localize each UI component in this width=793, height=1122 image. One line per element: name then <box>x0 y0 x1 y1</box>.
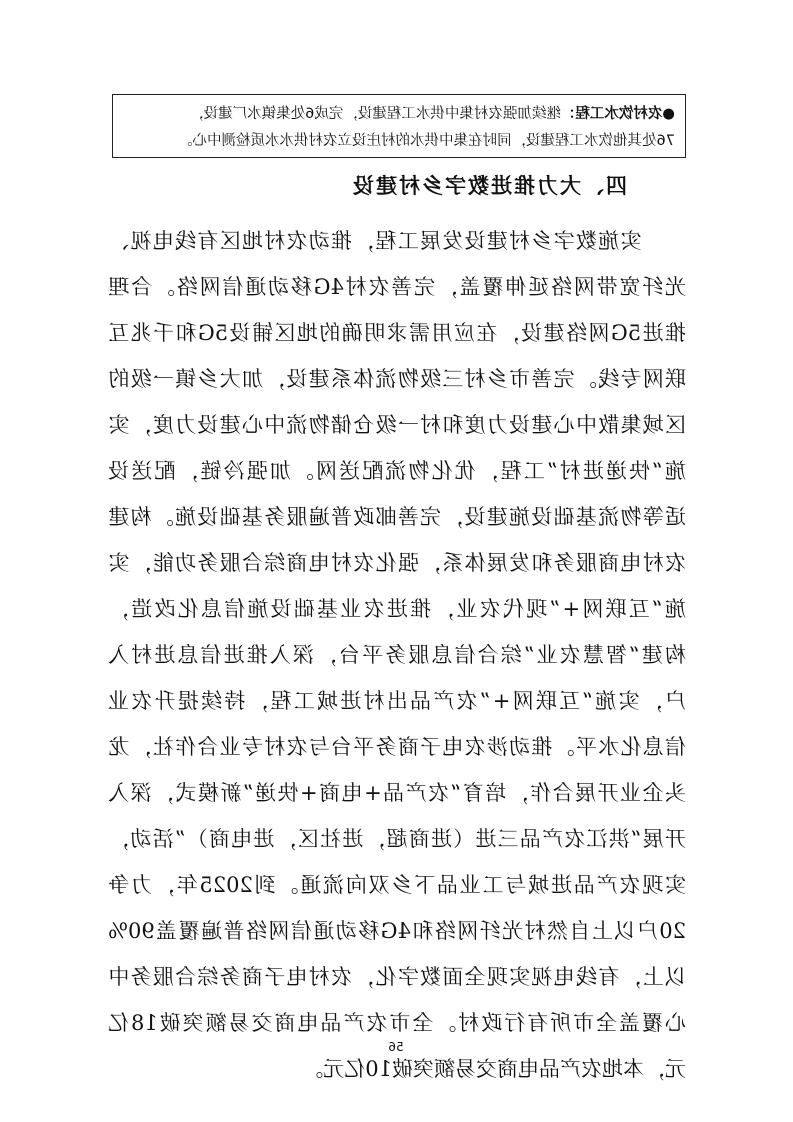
body-line: 心 覆 盖 全 市 所 有 行 政 村 。 全 市 农 产 品 电 商 交 易 额 突 破 18 亿 <box>108 1011 686 1035</box>
page-number: 56 <box>388 1040 404 1054</box>
callout-line-1 <box>123 101 675 128</box>
body-line: 以 上 ， 有 线 电 视 实 现 全 面 数 字 化 ， 农 村 电 子 商 务 综 合 服 务 中 <box>108 965 686 989</box>
body-line: 农 村 电 商 服 务 和 发 展 体 系 ， 强 化 农 村 电 商 综 合 服 务 功 能 ， 实 <box>108 551 686 575</box>
body-line: 光 纤 宽 带 网 络 延 伸 覆 盖 ， 完 善 农 村 4G 移 动 通 信 网 络 。 合 理 <box>108 275 686 299</box>
rural-water-callout-box <box>112 94 686 158</box>
body-line: 施 “ 快 递 进 村 ” 工 程 ， 优 化 物 流 配 送 网 。 加 强 冷 链 ， 配 送 设 <box>108 459 686 483</box>
body-line: 推 进 5G 网 络 建 设 ， 在 应 用 需 求 明 确 的 地 区 铺 设 5G 和 千 兆 互 <box>108 321 686 345</box>
body-line: 信 息 化 水 平 。 推 动 涉 农 电 子 商 务 平 台 与 农 村 专 业 合 作 社 ， 龙 <box>108 735 686 759</box>
callout-line-1-text: 继续加强农村集中供水工程建设，完成6处集镇水厂建设， <box>189 106 561 122</box>
body-line: 施 “ 互 联 网 + ” 现 代 农 业 ， 推 进 农 业 基 础 设 施 信 息 化 改 造 ， <box>108 597 686 621</box>
body-line: 元 ， 本 地 农 产 品 电 商 交 易 额 突 破 10 亿 元 。 <box>302 1057 686 1081</box>
body-line: 实 施 数 字 乡 村 建 设 发 展 工 程 ， 推 动 农 村 地 区 有 线 电 视 、 <box>108 229 642 253</box>
body-line: 户 ， 实 施 “ 互 联 网 + ” 农 产 品 出 村 进 城 工 程 ， 持 续 提 升 农 业 <box>108 689 686 713</box>
section-heading: 四、大力推进数字乡村建设 <box>351 174 627 198</box>
callout-line-2: 76处其他饮水工程建设，同时在集中供水的村庄设立农村供水水质检测中心。 <box>178 133 675 149</box>
body-line: 开 展 “ 洪 江 农 产 品 三 进 （ 进 商 超 ， 进 社 区 ， 进 电 商 ） ” 活 动 ， <box>108 827 686 851</box>
body-line: 头 企 业 开 展 合 作 ， 培 育 “ 农 产 品 + 电 商 + 快 递 ” 新 模 式 ， 深 入 <box>108 781 686 805</box>
body-line: 20 户 以 上 自 然 村 光 纤 网 络 和 4G 移 动 通 信 网 络 普 遍 覆 盖 90% <box>108 919 686 943</box>
body-line: 适 等 物 流 基 础 设 施 建 设 ， 完 善 邮 政 普 遍 服 务 基 础 设 施 。 构 建 <box>108 505 686 529</box>
body-line: 构 建 “ 智 慧 农 业 ” 综 合 信 息 服 务 平 台 ， 深 入 推 进 信 息 进 村 入 <box>108 643 686 667</box>
body-line: 实 现 农 产 品 进 城 与 工 业 品 下 乡 双 向 流 通 。 到 2025 年 ， 力 争 <box>108 873 686 897</box>
callout-label: ●农村饮水工程： <box>560 106 675 122</box>
body-line: 联 网 专 线 。 完 善 市 乡 村 三 级 物 流 体 系 建 设 ， 加 大 乡 镇 一 级 的 <box>108 367 686 391</box>
body-line: 区 域 集 散 中 心 建 设 力 度 和 村 一 级 仓 储 物 流 中 心 建 设 力 度 ， 实 <box>108 413 686 437</box>
